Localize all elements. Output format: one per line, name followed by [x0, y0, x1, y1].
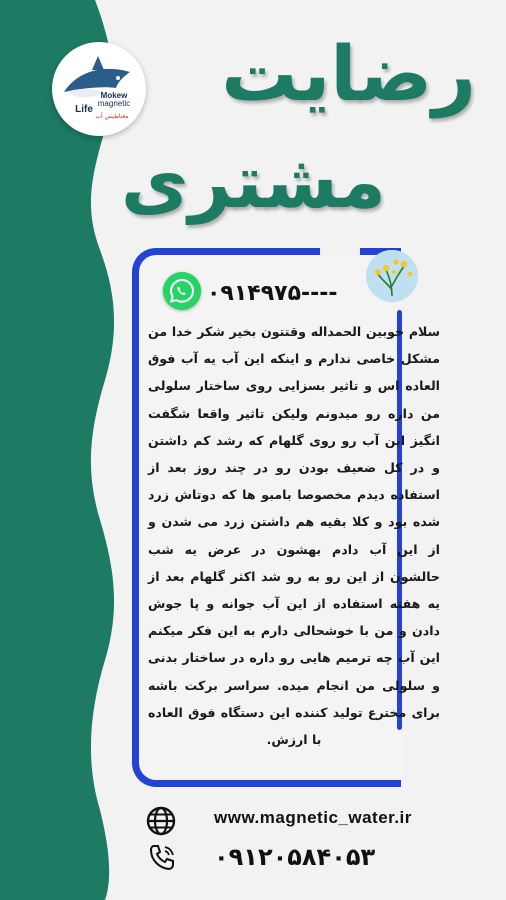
- whatsapp-number: ۰۹۱۴۹۷۵----: [207, 281, 338, 306]
- phone-number[interactable]: ۰۹۱۲۰۵۸۴۰۵۳: [214, 843, 376, 871]
- logo-text-line2: magnetic: [97, 99, 131, 108]
- phone-icon: [147, 843, 177, 873]
- page-title-line1: رضایت: [221, 29, 476, 118]
- flower-icon: [366, 250, 418, 302]
- logo-text-line3: Life: [75, 104, 93, 115]
- page-title-line2: مشتری: [120, 139, 386, 225]
- card-gap: [320, 248, 360, 255]
- logo-text-line1: Mokew: [100, 91, 128, 100]
- testimonial-text: سلام خوبین الحمداله وقتتون بخیر شکر خدا من مشکل خاصی ندارم و اینکه این آب یه آب فوق العاده اس و تاثیر بسزایی روی ساختار سلولی من داره رو میدونم ولیکن تاثیر واقعا شگفت انگیز این آب رو روی گلهام که رشد کم داشتن و در کل ضعیف بودن رو در چند روز بعد از استفاده دیدم مخصوصا بامبو ها که دوتاش زرد شده بود و کلا بقیه هم داشتن زرد می شدن و از این آب دادم بهشون در عرض یه شب حالشون از این رو به رو شد اکثر گلهام بعد از یه هفته استفاده از این آب جوانه و پا جوش دادن و من با خوشحالی دارم به این فکر میکنم این آب چه ترمیم هایی رو داره در ساختار بدنی و سلولی من انجام میده. سراسر برکت باشه برای مخترع تولید کننده این دستگاه فوق العاده با ارزش.: [148, 324, 440, 748]
- globe-icon: [145, 805, 177, 837]
- whatsapp-icon[interactable]: [163, 272, 201, 310]
- website-link[interactable]: www.magnetic_water.ir: [214, 808, 412, 827]
- logo-subtitle: مغناطیس آب: [95, 113, 129, 120]
- brand-logo: [52, 42, 146, 136]
